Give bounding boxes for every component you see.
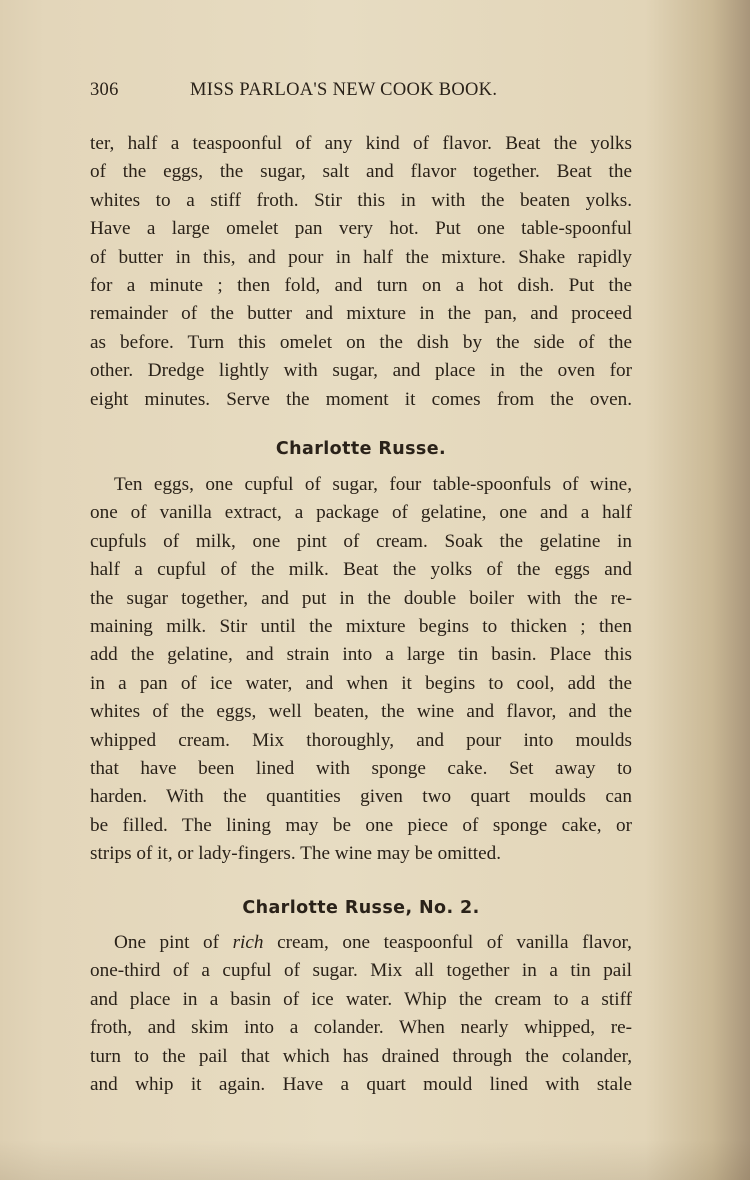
recipe-heading: Charlotte Russe, No. 2. xyxy=(242,898,480,918)
text-line: Have a large omelet pan very hot. Put one table-spoonful xyxy=(90,218,632,240)
text-line: whites to a stiff froth. Stir this in with the beaten yolks. xyxy=(90,189,632,211)
text-line: one of vanilla extract, a package of gelatine, one and a half xyxy=(90,502,632,524)
text-line: cupfuls of milk, one pint of cream. Soak the gelatine in xyxy=(90,530,632,552)
continued-paragraph xyxy=(90,130,632,414)
text-line: other. Dredge lightly with sugar, and place in the oven for xyxy=(90,360,632,382)
text-line: as before. Turn this omelet on the dish by the side of the xyxy=(90,331,632,353)
recipe-heading: Charlotte Russe. xyxy=(275,439,447,459)
text-segment: cream, one teaspoonful of vanilla flavor, xyxy=(263,932,632,953)
text-line: be filled. The lining may be one piece of sponge cake, or xyxy=(90,814,632,836)
text-line: and place in a basin of ice water. Whip the cream to a stiff xyxy=(90,988,632,1010)
text-line: froth, and skim into a colander. When nearly whipped, re- xyxy=(90,1017,632,1039)
recipe-paragraph xyxy=(90,929,632,1099)
text-line: and whip it again. Have a quart mould lined with stale xyxy=(90,1074,632,1096)
text-line: whites of the eggs, well beaten, the wine and flavor, and the xyxy=(90,701,632,723)
text-line: in a pan of ice water, and when it begins to cool, add the xyxy=(90,672,632,694)
text-line: eight minutes. Serve the moment it comes from the oven. xyxy=(90,388,632,410)
text-line: remainder of the butter and mixture in the pan, and proceed xyxy=(90,303,632,325)
recipe-paragraph xyxy=(90,471,632,869)
text-line: one-third of a cupful of sugar. Mix all together in a tin pail xyxy=(90,960,632,982)
italic-word: rich xyxy=(232,932,264,953)
text-line: the sugar together, and put in the double boiler with the re- xyxy=(90,587,632,609)
text-line: that have been lined with sponge cake. Set away to xyxy=(90,758,632,780)
text-line: harden. With the quantities given two quart moulds can xyxy=(90,786,632,808)
text-line: strips of it, or lady-fingers. The wine may be omitted. xyxy=(90,843,502,865)
text-line: whipped cream. Mix thoroughly, and pour into moulds xyxy=(90,729,632,751)
text-line: Ten eggs, one cupful of sugar, four table-spoonfuls of wine, xyxy=(114,474,632,495)
text-line: ter, half a teaspoonful of any kind of flavor. Beat the yolks xyxy=(90,133,632,154)
running-title: MISS PARLOA'S NEW COOK BOOK. xyxy=(190,80,498,100)
text-line: add the gelatine, and strain into a large tin basin. Place this xyxy=(90,644,632,666)
text-line: maining milk. Stir until the mixture begins to thicken ; then xyxy=(90,616,632,638)
text-line: of the eggs, the sugar, salt and flavor together. Beat the xyxy=(90,161,632,183)
text-line: for a minute ; then fold, and turn on a hot dish. Put the xyxy=(90,275,632,297)
text-segment: One pint of xyxy=(114,932,233,953)
text-line: half a cupful of the milk. Beat the yolks of the eggs and xyxy=(90,559,632,581)
text-line xyxy=(90,929,632,957)
page-number: 306 xyxy=(90,80,119,100)
page-header xyxy=(90,80,635,110)
text-line: of butter in this, and pour in half the mixture. Shake rapidly xyxy=(90,246,632,268)
text-line: turn to the pail that which has drained through the colander, xyxy=(90,1045,632,1067)
